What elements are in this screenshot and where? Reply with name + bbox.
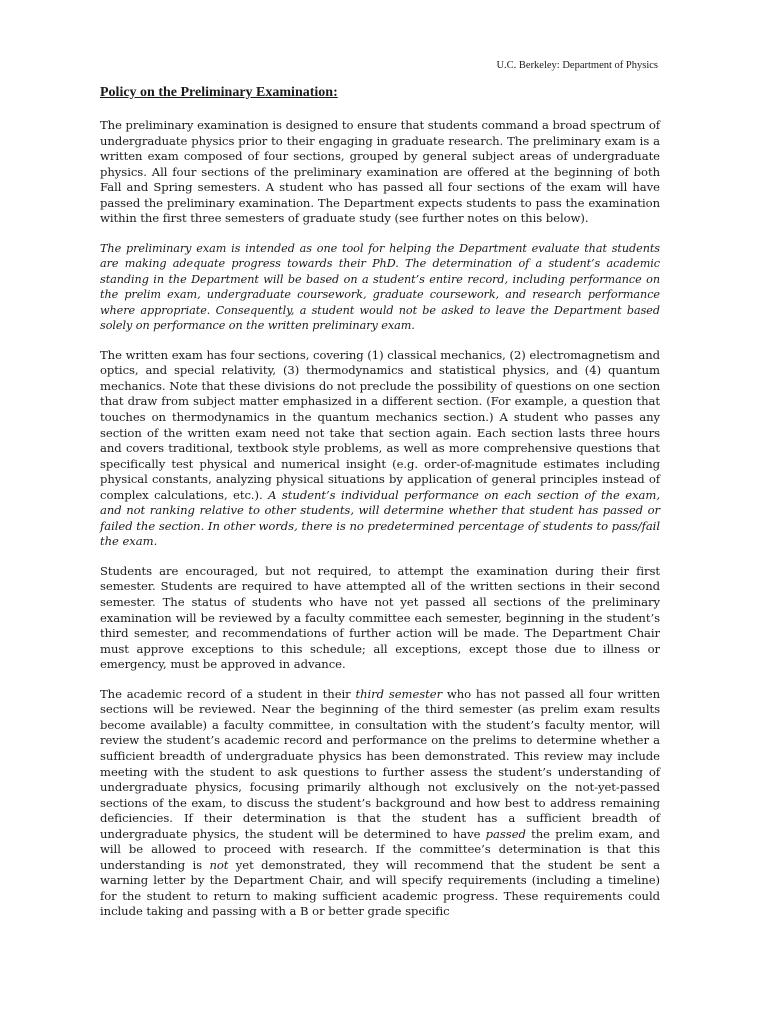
exam-sections-text: The written exam has four sections, covering (1) classical mechanics, (2) electromagnetism and optics, and special relativity, (3) thermodynamics and statistical physics, and (4) quantum mechanics. Note that these divisions do not preclude the possibility of questions on one section that draw from subject matter emphasized in a different section. (For example, a question that touches on thermodynamics in the quantum mechanics section.) A student who passes any section of the written exam need not take that section again. Each section lasts three hours and covers traditional, textbook style problems, as well as more comprehensive questions that specifically test physical and numerical insight (e.g. order-of-magnitude estimates including physical constants, analyzing physical situations by application of general principles instead of complex calculations, etc.). — [100, 347, 660, 502]
academic-record-text-c: the prelim exam, and will be allowed to proceed with research. If the committee’s determination is that this understanding is — [100, 826, 660, 872]
emphasis-passed: passed — [485, 826, 526, 841]
page-title: Policy on the Preliminary Examination: — [100, 85, 338, 100]
paragraph-exam-sections — [100, 348, 660, 550]
emphasis-not: not — [209, 857, 229, 872]
document-page — [100, 60, 660, 934]
institution-header: U.C. Berkeley: Department of Physics — [496, 60, 658, 71]
paragraph-schedule: Students are encouraged, but not required, to attempt the examination during their first semester. Students are required to have attempted all of the written sections in their second semester. The status of students who have not yet passed all sections of the preliminary examination will be reviewed by a faculty committee each semester, beginning in the student’s third semester, and recommendations of further action will be made. The Department Chair must approve exceptions to this schedule; all exceptions, except those due to illness or emergency, must be approved in advance. — [100, 563, 660, 672]
academic-record-text-b: who has not passed all four written sections will be reviewed. Near the beginning of the third semester (as prelim exam results become available) a faculty committee, in consultation with the student’s faculty mentor, will review the student’s academic record and performance on the prelims to determine whether a sufficient breadth of undergraduate physics has been demonstrated. This review may include meeting with the student to ask questions to further assess the student’s understanding of undergraduate physics, focusing primarily although not exclusively on the not-yet-passed sections of the exam, to discuss the student’s background and how best to address remaining deficiencies. If their determination is that the student has a sufficient breadth of undergraduate physics, the student will be determined to have — [100, 686, 660, 841]
paragraph-academic-record — [100, 687, 660, 920]
paragraph-intro: The preliminary examination is designed to ensure that students command a broad spectrum of undergraduate physics prior to their engaging in graduate research. The preliminary exam is a written exam composed of four sections, grouped by general subject areas of undergraduate physics. All four sections of the preliminary examination are offered at the beginning of both Fall and Spring semesters. A student who has passed all four sections of the exam will have passed the preliminary examination. The Department expects students to pass the examination within the first three semesters of graduate study (see further notes on this below). — [100, 118, 660, 226]
paragraph-italic-note: The preliminary exam is intended as one tool for helping the Department evaluate that students are making adequate progress towards their PhD. The determination of a student’s academic standing in the Department will be based on a student’s entire record, including performance on the prelim exam, undergraduate coursework, graduate coursework, and research performance where appropriate. Consequently, a student would not be asked to leave the Department based solely on performance on the written preliminary exam. — [100, 241, 660, 333]
exam-sections-italic-text: A student’s individual performance on each section of the exam, and not ranking relative to other students, will determine whether that student has passed or failed the section. In other words, there is no predetermined percentage of students to pass/fail the exam. — [100, 487, 661, 549]
emphasis-third-semester: third semester — [355, 686, 443, 701]
academic-record-text-a: The academic record of a student in their — [100, 686, 356, 701]
academic-record-text-d: yet demonstrated, they will recommend that the student be sent a warning letter by the Department Chair, and will specify requirements (including a timeline) for the student to return to making sufficient academic progress. These requirements could include taking and passing with a B or better grade specific — [100, 857, 660, 919]
